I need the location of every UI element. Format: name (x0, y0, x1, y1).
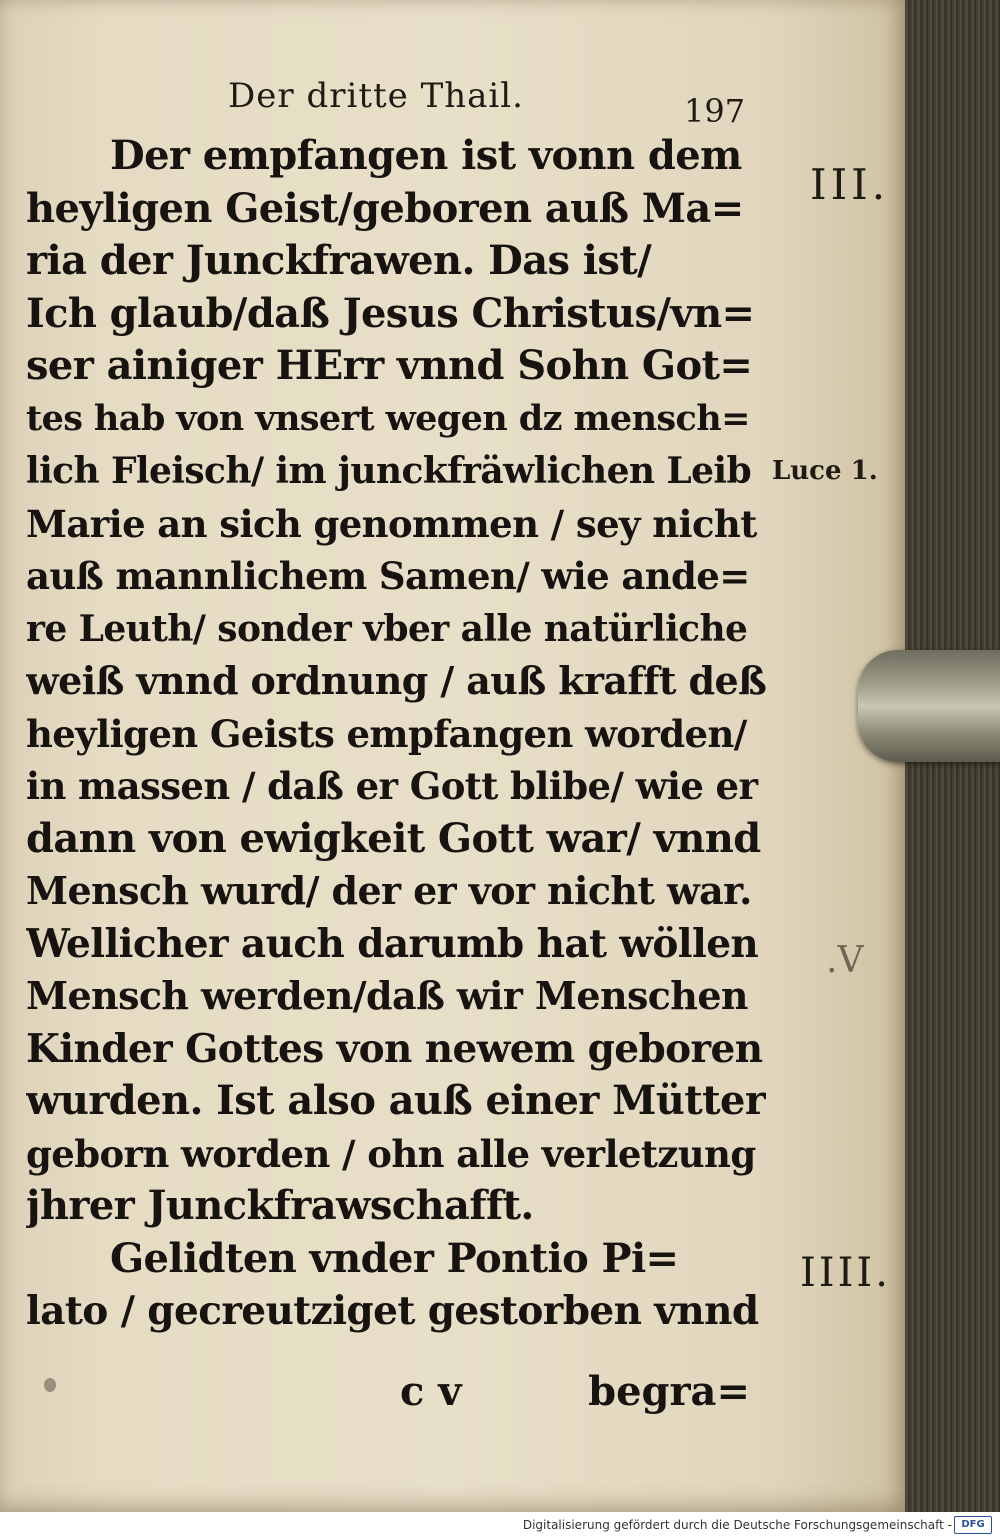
text-line: tes hab von vnsert wegen dz mensch= (26, 397, 750, 439)
text-line: lich Fleisch/ im junckfräwlichen Leib (26, 450, 752, 492)
text-line: auß mannlichem Samen/ wie ande= (26, 554, 750, 598)
running-header: Der dritte Thail. (228, 76, 524, 116)
margin-note-article-four: IIII. (800, 1250, 891, 1296)
text-line: geborn worden / ohn alle verletzung (26, 1131, 756, 1176)
funding-credit: Digitalisierung gefördert durch die Deutsche Forschungsgemeinschaft - (522, 1518, 952, 1532)
margin-note-article-five: .V (826, 940, 864, 981)
signature-line (400, 1368, 750, 1415)
text-line: in massen / daß er Gott blibe/ wie er (26, 764, 758, 808)
text-line: Mensch wurd/ der er vor nicht war. (26, 868, 752, 913)
main-text-block (26, 130, 766, 1338)
catchword: begra= (588, 1368, 750, 1415)
dfg-logo: DFG (954, 1516, 992, 1534)
text-line: Kinder Gottes von newem geboren (26, 1025, 763, 1072)
margin-note-reference: Luce 1. (772, 456, 878, 486)
text-line: Wellicher auch darumb hat wöllen (26, 920, 759, 967)
signature-mark: c v (400, 1368, 462, 1415)
text-line: heyligen Geist/geboren auß Ma= (26, 184, 744, 232)
text-line: Ich glaub/daß Jesus Christus/vn= (26, 289, 755, 337)
text-line: Mensch werden/daß wir Menschen (26, 973, 748, 1018)
text-line: re Leuth/ sonder vber alle natürliche (26, 607, 748, 650)
text-line: lato / gecreutziget gestorben vnnd (26, 1288, 759, 1334)
footer-bar (0, 1512, 1000, 1538)
ink-smudge (44, 1378, 56, 1392)
text-line: Der empfangen ist vonn dem (110, 132, 742, 179)
text-line: ser ainiger HErr vnnd Sohn Got= (26, 342, 753, 389)
text-line: Marie an sich genommen / sey nicht (26, 501, 757, 546)
text-line: ria der Junckfrawen. Das ist/ (26, 237, 652, 284)
book-clasp (858, 650, 1000, 762)
text-line: wurden. Ist also auß einer Mütter (26, 1077, 766, 1124)
text-line: weiß vnnd ordnung / auß krafft deß (26, 658, 766, 703)
text-line: heyligen Geists empfangen worden/ (26, 711, 747, 756)
page-number: 197 (684, 92, 746, 130)
text-line: dann von ewigkeit Gott war/ vnnd (26, 814, 761, 862)
margin-note-article-three: III. (810, 160, 890, 209)
text-line: jhrer Junckfrawschafft. (26, 1182, 534, 1229)
text-line: Gelidten vnder Pontio Pi= (110, 1234, 679, 1282)
